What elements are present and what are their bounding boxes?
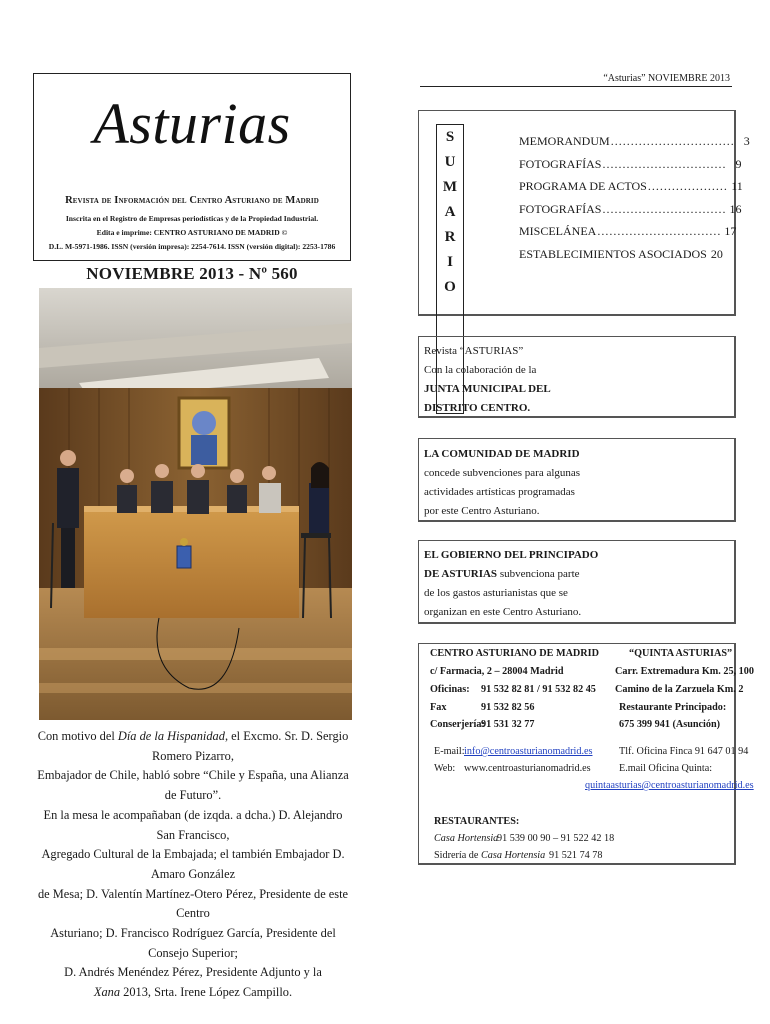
masthead-box xyxy=(33,73,351,261)
email-label: E-mail: xyxy=(434,746,465,757)
box-text-bold: DE ASTURIAS xyxy=(424,568,498,580)
toc-title: ESTABLECIMIENTOS ASOCIADOS xyxy=(519,246,707,261)
conserjeria-phone: 91 531 32 77 xyxy=(481,719,535,730)
caption-line: Asturiano; D. Francisco Rodríguez García, Presidente del Consejo Superior; xyxy=(50,926,336,960)
toc-leader: ............................... xyxy=(610,134,735,148)
toc-item[interactable] xyxy=(519,246,723,270)
sidreria-phone: 91 521 74 78 xyxy=(549,850,603,861)
centro-title: CENTRO ASTURIANO DE MADRID xyxy=(430,648,599,659)
quinta-address: Carr. Extremadura Km. 25, 100 xyxy=(615,666,754,677)
registry-line-2: Edita e imprime: CENTRO ASTURIANO DE MADRID © xyxy=(96,228,288,237)
sidreria-name: Casa Hortensia xyxy=(480,850,546,861)
caption-italic: Día de la Hispanidad xyxy=(117,729,225,743)
box-text: EL GOBIERNO DEL PRINCIPADO xyxy=(424,549,599,561)
centro-address: c/ Farmacia, 2 – 28004 Madrid xyxy=(430,666,564,677)
toc-title: FOTOGRAFÍAS xyxy=(519,201,602,216)
toc-item[interactable] xyxy=(519,134,750,157)
quinta-email-wrap xyxy=(585,780,754,791)
fax-number: 91 532 82 56 xyxy=(481,702,535,713)
casa-hortensia-phone: 91 539 00 90 – 91 522 42 18 xyxy=(497,833,615,844)
toc-leader: ............................... xyxy=(602,201,727,216)
sumario-letter: R xyxy=(444,229,456,245)
box-text: LA COMUNIDAD DE MADRID xyxy=(424,448,580,460)
sumario-letter: U xyxy=(444,154,456,170)
box-text: subvenciona parte xyxy=(497,568,580,580)
magazine-subtitle: Revista de Información del Centro Asturiano de Madrid xyxy=(65,195,319,206)
toc-page: 20 xyxy=(710,246,723,261)
revista-collab-box xyxy=(418,336,736,418)
toc-page: 9 xyxy=(735,156,742,171)
header-rule xyxy=(420,86,732,87)
sidreria-line xyxy=(434,850,545,861)
sumario-letter: S xyxy=(445,129,455,145)
toc-title: MEMORANDUM xyxy=(519,134,610,148)
caption-text: , el Excmo. Sr. D. Sergio Romero Pizarro, xyxy=(152,729,349,763)
toc-item[interactable] xyxy=(519,201,742,225)
registry-line-3: D.L. M-5971-1986. ISSN (versión impresa): 2254-7614. ISSN (versión digital): 2253-1786 xyxy=(48,242,336,251)
restaurante-label: Restaurante Principado: xyxy=(619,702,727,713)
quinta-camino: Camino de la Zarzuela Km. 2 xyxy=(615,684,744,695)
toc-leader: ............................... xyxy=(597,224,722,239)
box-text: de los gastos asturianistas que se xyxy=(424,587,568,599)
registry-line-1: Inscrita en el Registro de Empresas periodísticas y de la Propiedad Industrial. xyxy=(65,214,319,223)
cover-photo xyxy=(39,288,352,720)
toc-page: 17 xyxy=(724,224,737,239)
conserjeria-label: Conserjería: xyxy=(430,719,485,730)
box-text: organizan en este Centro Asturiano. xyxy=(424,606,582,618)
running-head: “Asturias” NOVIEMBRE 2013 xyxy=(603,73,730,84)
caption-line: D. Andrés Menéndez Pérez, Presidente Adjunto y la xyxy=(64,965,322,980)
table-of-contents xyxy=(519,134,750,270)
oficinas-phone: 91 532 82 81 / 91 532 82 45 xyxy=(481,684,596,695)
comunidad-madrid-box xyxy=(418,438,736,522)
contact-box xyxy=(418,643,754,865)
restaurante-phone: 675 399 941 (Asunción) xyxy=(619,719,721,730)
box-text: actividades artísticas programadas xyxy=(424,486,575,498)
casa-hortensia-name: Casa Hortensia xyxy=(434,833,499,844)
sumario-letter: O xyxy=(444,279,456,295)
caption-line: Agregado Cultural de la Embajada; el también Embajador D. Amaro González xyxy=(41,847,345,881)
toc-title: MISCELÁNEA xyxy=(519,224,597,239)
quinta-title: “QUINTA ASTURIAS” xyxy=(629,648,733,659)
box-text: concede subvenciones para algunas xyxy=(424,467,581,479)
box-text: DISTRITO CENTRO. xyxy=(424,402,531,414)
toc-page: 3 xyxy=(743,134,750,148)
sumario-letter: A xyxy=(444,204,456,220)
toc-leader: ............................... xyxy=(602,156,727,171)
issue-date: NOVIEMBRE 2013 - Nº 560 xyxy=(86,264,298,283)
principado-box xyxy=(418,540,736,624)
email-link-wrap xyxy=(464,746,592,757)
sidreria-prefix: Sidrería de xyxy=(434,850,481,861)
toc-page: 11 xyxy=(731,179,743,194)
caption-text: 2013, Srta. Irene López Campillo. xyxy=(120,985,293,1000)
caption-line: Embajador de Chile, habló sobre “Chile y España, una Alianza de Futuro”. xyxy=(37,768,349,803)
caption-line xyxy=(33,727,353,766)
sumario-box xyxy=(418,110,750,316)
caption-line: En la mesa le acompañaban (de izqda. a dcha.) D. Alejandro San Francisco, xyxy=(43,807,343,842)
caption-line: de Mesa; D. Valentín Martínez-Otero Pérez, Presidente de este Centro xyxy=(37,886,349,921)
box-text: JUNTA MUNICIPAL DEL xyxy=(424,383,551,395)
toc-leader: .................... xyxy=(647,179,728,194)
sumario-letter: I xyxy=(447,254,453,270)
quinta-email-link[interactable]: quintaasturias@centroasturianomadrid.es xyxy=(585,780,754,791)
photo-illustration xyxy=(39,288,352,720)
box-text: por este Centro Asturiano. xyxy=(424,505,540,517)
toc-item[interactable] xyxy=(519,224,737,247)
box-text xyxy=(424,565,734,584)
web-address[interactable]: www.centroasturianomadrid.es xyxy=(464,763,591,774)
toc-title: PROGRAMA DE ACTOS xyxy=(519,179,647,194)
oficinas-label: Oficinas: xyxy=(430,684,470,695)
box-text: Con la colaboración de la xyxy=(424,364,537,376)
toc-title: FOTOGRAFÍAS xyxy=(519,156,602,171)
caption-line xyxy=(33,983,353,1003)
email-oficina-label: E.mail Oficina Quinta: xyxy=(619,763,713,774)
sumario-letter: M xyxy=(442,179,458,195)
toc-item[interactable] xyxy=(519,179,743,202)
fax-label: Fax xyxy=(430,702,447,713)
box-text: Revista “ASTURIAS” xyxy=(424,345,524,357)
photo-caption xyxy=(33,727,353,1003)
tlf-oficina-finca: Tlf. Oficina Finca 91 647 01 94 xyxy=(619,746,749,757)
web-label: Web: xyxy=(434,763,456,774)
caption-italic: Xana xyxy=(93,985,121,1000)
restaurantes-title: RESTAURANTES: xyxy=(434,816,520,827)
toc-item[interactable] xyxy=(519,156,742,180)
caption-text: Con motivo del xyxy=(37,729,118,743)
email-link[interactable]: info@centroasturianomadrid.es xyxy=(464,746,593,757)
toc-page: 16 xyxy=(729,201,742,216)
magazine-logo: Asturias xyxy=(93,91,291,156)
